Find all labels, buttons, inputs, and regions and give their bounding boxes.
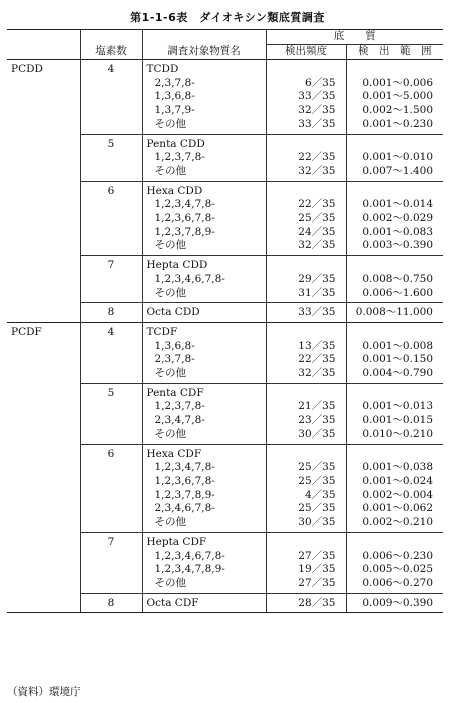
group-name-cell: [7, 134, 80, 151]
range-cell: 0.002～0.004: [362, 488, 433, 501]
header-blank: [142, 30, 266, 45]
header-blank: [7, 45, 80, 60]
frequency-cell: 25／35: [266, 502, 346, 516]
frequency-cell: 22／35: [266, 151, 346, 165]
substance-cell: TCDF: [142, 322, 266, 339]
chlorine-cell: 4: [80, 322, 142, 339]
chlorine-cell: [80, 353, 142, 367]
substance-cell: 1,2,3,4,6,7,8-: [142, 550, 266, 564]
frequency-cell: 30／35: [266, 428, 346, 444]
substance-cell: その他: [142, 367, 266, 383]
frequency-cell: 31／35: [266, 287, 346, 303]
table-row: [7, 550, 443, 564]
substance-cell: 1,2,3,7,8,9-: [142, 489, 266, 503]
chlorine-cell: [80, 550, 142, 564]
range-cell: [346, 532, 443, 549]
table-title: 第1-1-6表 ダイオキシン類底質調査: [130, 11, 325, 24]
group-name-cell: [7, 151, 80, 165]
frequency-cell: [266, 322, 346, 339]
table-row: [7, 198, 443, 212]
frequency-cell: [266, 532, 346, 549]
group-name-cell: [7, 475, 80, 489]
group-name-cell: [7, 212, 80, 226]
range-cell: 0.002～0.029: [362, 212, 433, 225]
table-row: [7, 577, 443, 593]
substance-cell: その他: [142, 577, 266, 593]
table-row: [7, 90, 443, 104]
group-name-cell: [7, 428, 80, 444]
substance-cell: 2,3,7,8-: [142, 353, 266, 367]
group-name-cell: PCDF: [7, 322, 80, 339]
frequency-cell: [266, 134, 346, 151]
chlorine-cell: 7: [80, 532, 142, 549]
frequency-cell: 4／35: [266, 489, 346, 503]
table-row: [7, 303, 443, 323]
table-row: [7, 414, 443, 428]
range-cell: 0.007～1.400: [362, 164, 433, 177]
header-range: 検 出 範 囲: [346, 45, 443, 60]
range-cell: 0.001～0.015: [362, 414, 433, 427]
table-row: [7, 287, 443, 303]
chlorine-cell: [80, 212, 142, 226]
frequency-cell: 32／35: [266, 367, 346, 383]
chlorine-cell: 8: [80, 593, 142, 613]
frequency-cell: [266, 181, 346, 198]
group-name-cell: [7, 104, 80, 118]
range-cell: 0.002～0.210: [362, 516, 433, 529]
table-row: [7, 322, 443, 339]
group-name-cell: [7, 367, 80, 383]
substance-cell: 1,2,3,4,6,7,8-: [142, 273, 266, 287]
chlorine-cell: 6: [80, 444, 142, 461]
group-name-cell: [7, 198, 80, 212]
table-row: [7, 104, 443, 118]
chlorine-cell: [80, 118, 142, 134]
group-name-cell: [7, 340, 80, 354]
group-name-cell: [7, 414, 80, 428]
group-name-cell: [7, 118, 80, 134]
chlorine-cell: [80, 516, 142, 532]
substance-cell: 2,3,7,8-: [142, 77, 266, 91]
range-cell: 0.006～0.230: [362, 549, 433, 562]
chlorine-cell: 7: [80, 256, 142, 273]
table-row: [7, 428, 443, 444]
group-name-cell: [7, 273, 80, 287]
chlorine-cell: [80, 577, 142, 593]
frequency-cell: 25／35: [266, 212, 346, 226]
frequency-cell: 33／35: [266, 118, 346, 134]
chlorine-cell: 5: [80, 134, 142, 151]
group-name-cell: [7, 181, 80, 198]
substance-cell: その他: [142, 239, 266, 255]
frequency-cell: 32／35: [266, 239, 346, 255]
group-name-cell: PCDD: [7, 60, 80, 77]
group-name-cell: [7, 383, 80, 400]
substance-cell: 1,2,3,6,7,8-: [142, 475, 266, 489]
table-row: [7, 256, 443, 273]
range-cell: 0.001～0.013: [362, 400, 433, 413]
range-cell: [346, 181, 443, 198]
substance-cell: その他: [142, 165, 266, 181]
substance-cell: その他: [142, 118, 266, 134]
substance-cell: 1,2,3,4,7,8-: [142, 461, 266, 475]
range-cell: 0.001～5.000: [362, 90, 433, 103]
group-name-cell: [7, 303, 80, 323]
group-name-cell: [7, 532, 80, 549]
frequency-cell: 24／35: [266, 226, 346, 240]
table-row: [7, 400, 443, 414]
substance-cell: Octa CDF: [142, 593, 266, 613]
table-row: [7, 475, 443, 489]
table-row: [7, 461, 443, 475]
substance-cell: Hexa CDD: [142, 181, 266, 198]
group-name-cell: [7, 165, 80, 181]
chlorine-cell: 4: [80, 60, 142, 77]
table-row: [7, 181, 443, 198]
frequency-cell: 27／35: [266, 577, 346, 593]
range-cell: 0.008～0.750: [362, 272, 433, 285]
chlorine-cell: [80, 226, 142, 240]
range-cell: 0.005～0.025: [362, 563, 433, 576]
table-row: [7, 563, 443, 577]
group-name-cell: [7, 577, 80, 593]
range-cell: 0.003～0.390: [362, 239, 433, 252]
group-name-cell: [7, 256, 80, 273]
substance-cell: 1,2,3,6,7,8-: [142, 212, 266, 226]
table-row: [7, 273, 443, 287]
chlorine-cell: [80, 502, 142, 516]
chlorine-cell: [80, 340, 142, 354]
frequency-cell: 29／35: [266, 273, 346, 287]
frequency-cell: [266, 256, 346, 273]
range-cell: 0.001～0.006: [362, 76, 433, 89]
chlorine-cell: [80, 77, 142, 91]
group-name-cell: [7, 287, 80, 303]
table-row: [7, 502, 443, 516]
substance-cell: 1,2,3,7,8-: [142, 400, 266, 414]
range-cell: [346, 134, 443, 151]
frequency-cell: 13／35: [266, 340, 346, 354]
chlorine-cell: [80, 428, 142, 444]
range-cell: 0.001～0.038: [362, 461, 433, 474]
substance-cell: Hexa CDF: [142, 444, 266, 461]
frequency-cell: 6／35: [266, 77, 346, 91]
substance-cell: その他: [142, 516, 266, 532]
group-name-cell: [7, 400, 80, 414]
substance-cell: Hepta CDD: [142, 256, 266, 273]
group-name-cell: [7, 563, 80, 577]
table-row: [7, 118, 443, 134]
range-cell: [346, 322, 443, 339]
table-row: [7, 367, 443, 383]
chlorine-cell: [80, 400, 142, 414]
table-row: [7, 489, 443, 503]
chlorine-cell: [80, 90, 142, 104]
substance-cell: 1,3,6,8-: [142, 340, 266, 354]
group-name-cell: [7, 239, 80, 255]
substance-cell: 1,2,3,4,7,8-: [142, 198, 266, 212]
group-name-cell: [7, 461, 80, 475]
range-cell: 0.001～0.014: [362, 198, 433, 211]
frequency-cell: 19／35: [266, 563, 346, 577]
chlorine-cell: [80, 461, 142, 475]
frequency-cell: 32／35: [266, 104, 346, 118]
dioxin-sediment-table: [7, 29, 443, 613]
substance-cell: 1,3,6,8-: [142, 90, 266, 104]
substance-cell: 1,2,3,7,8,9-: [142, 226, 266, 240]
header-sediment: 底 質: [266, 30, 443, 45]
chlorine-cell: [80, 287, 142, 303]
frequency-cell: 25／35: [266, 461, 346, 475]
range-cell: 0.008～11.000: [346, 303, 443, 323]
table-row: [7, 77, 443, 91]
frequency-cell: 21／35: [266, 400, 346, 414]
header-substance: 調査対象物質名: [142, 45, 266, 60]
chlorine-cell: [80, 104, 142, 118]
frequency-cell: 30／35: [266, 516, 346, 532]
frequency-cell: 22／35: [266, 198, 346, 212]
source-note: （資料）環境庁: [7, 686, 81, 698]
group-name-cell: [7, 489, 80, 503]
range-cell: 0.001～0.062: [362, 502, 433, 515]
range-cell: [346, 444, 443, 461]
group-name-cell: [7, 516, 80, 532]
substance-cell: 2,3,4,7,8-: [142, 414, 266, 428]
range-cell: [346, 383, 443, 400]
substance-cell: 2,3,4,6,7,8-: [142, 502, 266, 516]
range-cell: 0.006～0.270: [362, 576, 433, 589]
chlorine-cell: [80, 151, 142, 165]
chlorine-cell: 8: [80, 303, 142, 323]
range-cell: 0.001～0.010: [362, 151, 433, 164]
range-cell: 0.002～1.500: [362, 104, 433, 117]
frequency-cell: 23／35: [266, 414, 346, 428]
frequency-cell: [266, 444, 346, 461]
chlorine-cell: [80, 489, 142, 503]
substance-cell: その他: [142, 287, 266, 303]
range-cell: [346, 60, 443, 77]
chlorine-cell: [80, 239, 142, 255]
group-name-cell: [7, 226, 80, 240]
range-cell: 0.001～0.230: [362, 117, 433, 130]
substance-cell: Penta CDF: [142, 383, 266, 400]
frequency-cell: 28／35: [266, 593, 346, 613]
substance-cell: Octa CDD: [142, 303, 266, 323]
header-frequency: 検出頻度: [266, 45, 346, 60]
frequency-cell: 33／35: [266, 90, 346, 104]
frequency-cell: 32／35: [266, 165, 346, 181]
table-row: [7, 239, 443, 255]
substance-cell: 1,2,3,7,8-: [142, 151, 266, 165]
table-row: [7, 383, 443, 400]
table-row: [7, 593, 443, 613]
frequency-cell: [266, 60, 346, 77]
frequency-cell: [266, 383, 346, 400]
chlorine-cell: [80, 563, 142, 577]
range-cell: 0.001～0.150: [362, 353, 433, 366]
group-name-cell: [7, 444, 80, 461]
chlorine-cell: [80, 414, 142, 428]
chlorine-cell: [80, 165, 142, 181]
range-cell: 0.010～0.210: [362, 427, 433, 440]
table-row: [7, 212, 443, 226]
table-row: [7, 353, 443, 367]
substance-cell: Hepta CDF: [142, 532, 266, 549]
range-cell: 0.009～0.390: [346, 593, 443, 613]
group-name-cell: [7, 77, 80, 91]
range-cell: 0.001～0.008: [362, 339, 433, 352]
table-row: [7, 444, 443, 461]
table-row: [7, 151, 443, 165]
table-row: [7, 165, 443, 181]
table-row: [7, 60, 443, 77]
table-row: [7, 340, 443, 354]
group-name-cell: [7, 502, 80, 516]
table-row: [7, 134, 443, 151]
frequency-cell: 25／35: [266, 475, 346, 489]
chlorine-cell: 5: [80, 383, 142, 400]
table-row: [7, 516, 443, 532]
header-blank: [80, 30, 142, 45]
substance-cell: 1,2,3,4,7,8,9-: [142, 563, 266, 577]
substance-cell: その他: [142, 428, 266, 444]
chlorine-cell: [80, 367, 142, 383]
table-body: [7, 60, 443, 613]
range-cell: [346, 256, 443, 273]
group-name-cell: [7, 550, 80, 564]
group-name-cell: [7, 593, 80, 613]
chlorine-cell: [80, 273, 142, 287]
chlorine-cell: 6: [80, 181, 142, 198]
frequency-cell: 27／35: [266, 550, 346, 564]
chlorine-cell: [80, 475, 142, 489]
header-blank: [7, 30, 80, 45]
substance-cell: 1,3,7,9-: [142, 104, 266, 118]
chlorine-cell: [80, 198, 142, 212]
group-name-cell: [7, 353, 80, 367]
table-row: [7, 532, 443, 549]
group-name-cell: [7, 90, 80, 104]
range-cell: 0.004～0.790: [362, 367, 433, 380]
range-cell: 0.006～1.600: [362, 286, 433, 299]
substance-cell: TCDD: [142, 60, 266, 77]
range-cell: 0.001～0.024: [362, 474, 433, 487]
substance-cell: Penta CDD: [142, 134, 266, 151]
header-chlorine: 塩素数: [80, 45, 142, 60]
table-row: [7, 226, 443, 240]
frequency-cell: 33／35: [266, 303, 346, 323]
range-cell: 0.001～0.083: [362, 225, 433, 238]
frequency-cell: 22／35: [266, 353, 346, 367]
